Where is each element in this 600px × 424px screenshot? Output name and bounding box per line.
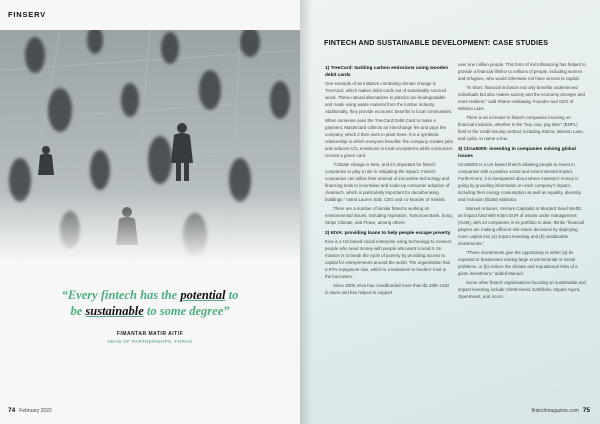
article-column-1 bbox=[325, 62, 453, 300]
paragraph: “In short, financial inclusion not only benefits underserved individuals but also makes society and the economy stronger and more resilient,” said Shane Holdaway, Founder and CEO of Mission Lane. bbox=[458, 85, 585, 111]
paragraph: Since 2005, Kiva has crowdfunded more than $1.33bn USD in loans and has helped to support bbox=[325, 283, 450, 296]
case-study-heading-2: 2) KIVA: providing loans to help people escape poverty bbox=[325, 230, 451, 236]
paragraph: One example of an initiative combating climate change is TreeCard, which makes debit cards out of sustainably sourced wood. These natural alternatives to plastics are biodegradable and made using waste material from the lumber industry. Additionally, they provide economic benefits to local communities. bbox=[325, 81, 453, 114]
quote-line-2: be sustainable to some degree” bbox=[70, 304, 230, 318]
article-headline: FINTECH AND SUSTAINABLE DEVELOPMENT: CASE STUDIES bbox=[324, 38, 549, 47]
quote-highlight-sustainable: sustainable bbox=[85, 304, 144, 318]
paragraph: Circa5000 is a UK-based fintech allowing people to invest in companies with a positive social and environmental impact. Furthermore, it is transparent about where investors’ money is going by providing information on each company’s impact, including their energy consumption as well as equality, diversity and inclusion (ED&I) statistics. bbox=[458, 162, 581, 202]
crowd-photo-illustration bbox=[0, 30, 300, 262]
page-number-left: 74 bbox=[8, 407, 16, 414]
section-tag: FINSERV bbox=[8, 10, 46, 19]
issue-date: February 2022 bbox=[19, 408, 52, 414]
hero-photo-crowd bbox=[0, 30, 300, 262]
paragraph: Kiva is a US-based social enterprise using technology to connect people who need money with people who want to lend it. Its mission is to break the cycle of poverty by providing access to capital for entrepreneurs around the world. The organisation has a 97% repayment rate, which is a testament to lenders’ trust in the borrowers. bbox=[325, 239, 452, 279]
paragraph: “These investments give the opportunity to either (a) be exposed to businesses solving large environmental or social problems, or (b) reduce the climate and reputational risks of a given investment,” added Manuel. bbox=[458, 250, 578, 276]
quote-author-role: HEAD OF PARTNERSHIPS, FORUS bbox=[107, 339, 193, 344]
footer-left bbox=[8, 407, 52, 414]
page-gutter bbox=[300, 0, 312, 424]
paragraph: Some other fintech organisations focusing on sustainable and impact investing include Clim8 Invest, Earthfolio, Impact Agora, OpenInvest, and Acorn. bbox=[458, 280, 586, 299]
pull-quote bbox=[0, 287, 300, 344]
paragraph: Manuel Antunes, Venture Capitalist at Mustard Seed MAZE, an impact fund with €45m EUR of assets under management (AUM), with 24 companies in its portfolio to date, thinks “financial players are making efficient risk-return decisions by deploying more capital into (a) impact investing and (b) sustainable investments.” bbox=[458, 206, 584, 246]
quote-line-1: “Every fintech has the potential to bbox=[61, 288, 239, 302]
quote-author: FIMANTAR MATIR AITIF bbox=[116, 331, 184, 337]
paragraph: “Climate change is here, and it’s important for fintech companies to play a role in mitigating the impact. Fintech companies can utilise their arsenal of innovative technology and financing tools to incentivise and scale-up consumer adoption of cleantech, which is particularly important for decarbonising buildings,” noted Lauren Salz, CEO and co-founder of Sealed. bbox=[325, 162, 450, 202]
page-number-right: 75 bbox=[582, 407, 590, 414]
article-column-2 bbox=[458, 62, 586, 303]
paragraph: over one million people. This form of microfinancing has helped to provide a financial lifeline to millions of people, including women and refugees, who would otherwise not have access to capital. bbox=[458, 62, 586, 81]
case-study-heading-1: 1) TreeCard: tackling carbon emissions using wooden debit cards bbox=[325, 66, 449, 78]
magazine-website: fintechmagazine.com bbox=[531, 408, 579, 414]
footer-right bbox=[532, 407, 590, 414]
paragraph: There is an increase in fintech companies focusing on financial inclusion, whether in the “buy now, pay later” (BNPL) field or the credit-issuing vertical, including Klarna, Mission Lane, and Lydia, to name a few. bbox=[458, 115, 584, 142]
paragraph: There are a number of similar fintechs working on environmental issues, including Aspiration, Tomorrow Bank, bunq, Stripe Climate, and Flowe, among others. bbox=[325, 206, 453, 225]
quote-highlight-potential: potential bbox=[180, 288, 226, 302]
paragraph: When someone uses the TreeCard Debit Card to make a payment, Mastercard collects an interchange fee and pays the company, which it then uses to plant trees. It is a symbiotic relationship in which everyone benefits: the company creates jobs and reduces CO₂ emissions in local ecosystems while consumers receive a green card. bbox=[325, 118, 453, 158]
case-study-heading-3: 3) Circa5000: investing in companies solving global issues bbox=[458, 146, 576, 159]
